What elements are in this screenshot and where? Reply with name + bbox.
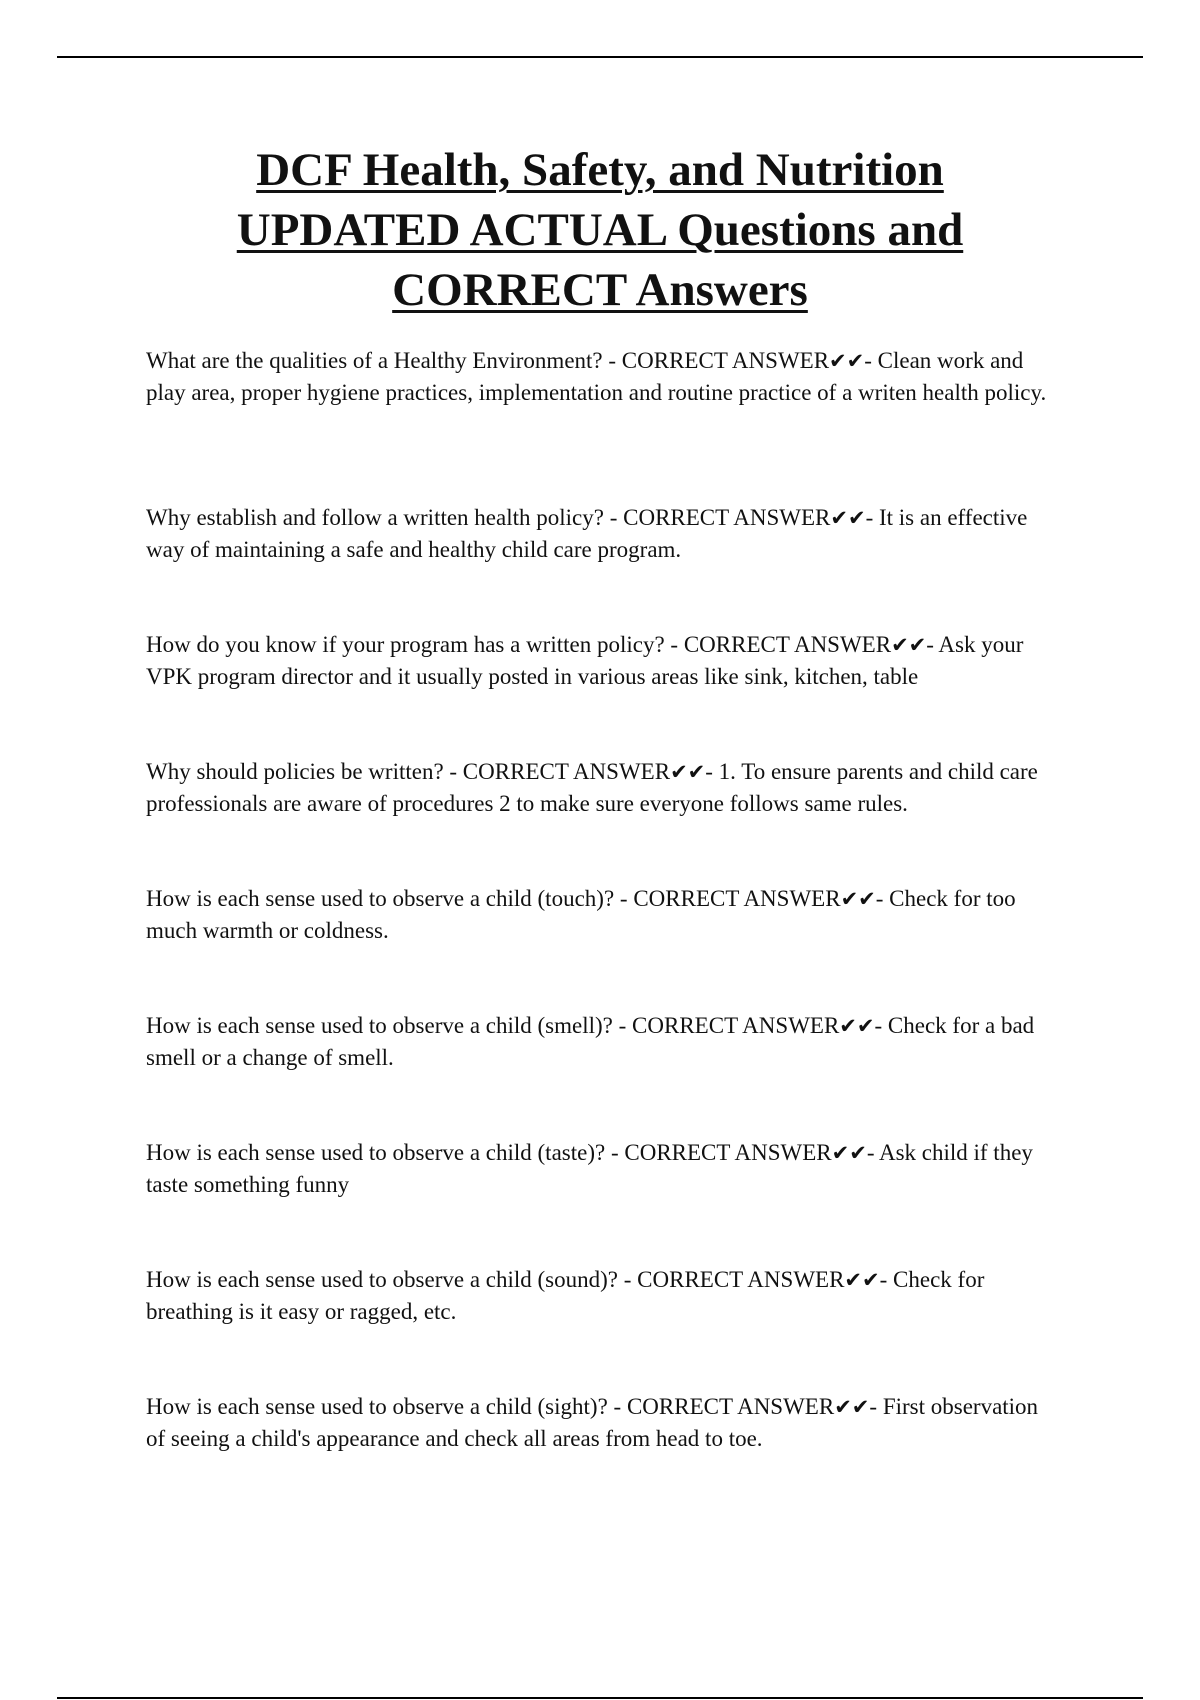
double-check-icon: ✔✔ <box>829 349 865 373</box>
top-rule <box>57 56 1143 58</box>
double-check-icon: ✔✔ <box>891 633 927 657</box>
qa-item <box>146 1264 1056 1327</box>
question-text: Why should policies be written? - CORRECT ANSWER <box>146 759 671 784</box>
title-line: DCF Health, Safety, and Nutrition <box>256 144 944 196</box>
question-text: Why establish and follow a written health policy? - CORRECT ANSWER <box>146 505 831 530</box>
answer-text: - 1. To ensure parents and child care professionals are aware of procedures 2 to make sure everyone follows same rules. <box>146 759 1038 816</box>
double-check-icon: ✔✔ <box>831 1141 867 1165</box>
question-text: What are the qualities of a Healthy Environment? - CORRECT ANSWER <box>146 348 830 373</box>
qa-item <box>146 1391 1056 1454</box>
document-title <box>140 140 1060 320</box>
double-check-icon: ✔✔ <box>830 506 866 530</box>
qa-item <box>146 756 1056 819</box>
title-line: UPDATED ACTUAL Questions and <box>236 204 964 256</box>
double-check-icon: ✔✔ <box>840 887 876 911</box>
question-text: How do you know if your program has a written policy? - CORRECT ANSWER <box>146 632 892 657</box>
title-line: CORRECT Answers <box>392 264 808 316</box>
qa-item <box>146 1137 1056 1200</box>
question-text: How is each sense used to observe a child (sight)? - CORRECT ANSWER <box>146 1394 835 1419</box>
answer-text: - Ask your VPK program director and it usually posted in various areas like sink, kitchen, table <box>146 632 1024 689</box>
answer-text: - Check for breathing is it easy or ragged, etc. <box>146 1267 985 1324</box>
qa-item <box>146 629 1056 692</box>
question-text: How is each sense used to observe a child (taste)? - CORRECT ANSWER <box>146 1140 832 1165</box>
question-text: How is each sense used to observe a child (smell)? - CORRECT ANSWER <box>146 1013 840 1038</box>
answer-text: - Check for too much warmth or coldness. <box>146 886 1016 943</box>
answer-text: - Ask child if they taste something funny <box>146 1140 1033 1197</box>
double-check-icon: ✔✔ <box>834 1395 870 1419</box>
qa-item <box>146 345 1056 408</box>
double-check-icon: ✔✔ <box>670 760 706 784</box>
bottom-rule <box>57 1697 1143 1699</box>
qa-item <box>146 883 1056 946</box>
qa-item <box>146 502 1056 565</box>
double-check-icon: ✔✔ <box>839 1014 875 1038</box>
question-text: How is each sense used to observe a child (sound)? - CORRECT ANSWER <box>146 1267 845 1292</box>
qa-item <box>146 1010 1056 1073</box>
double-check-icon: ✔✔ <box>844 1268 880 1292</box>
question-text: How is each sense used to observe a child (touch)? - CORRECT ANSWER <box>146 886 841 911</box>
answer-text: - Clean work and play area, proper hygiene practices, implementation and routine practice of a writen health policy. <box>146 348 1047 405</box>
answer-text: - First observation of seeing a child's appearance and check all areas from head to toe. <box>146 1394 1039 1451</box>
answer-text: - Check for a bad smell or a change of smell. <box>146 1013 1035 1070</box>
answer-text: - It is an effective way of maintaining a safe and healthy child care program. <box>146 505 1028 562</box>
